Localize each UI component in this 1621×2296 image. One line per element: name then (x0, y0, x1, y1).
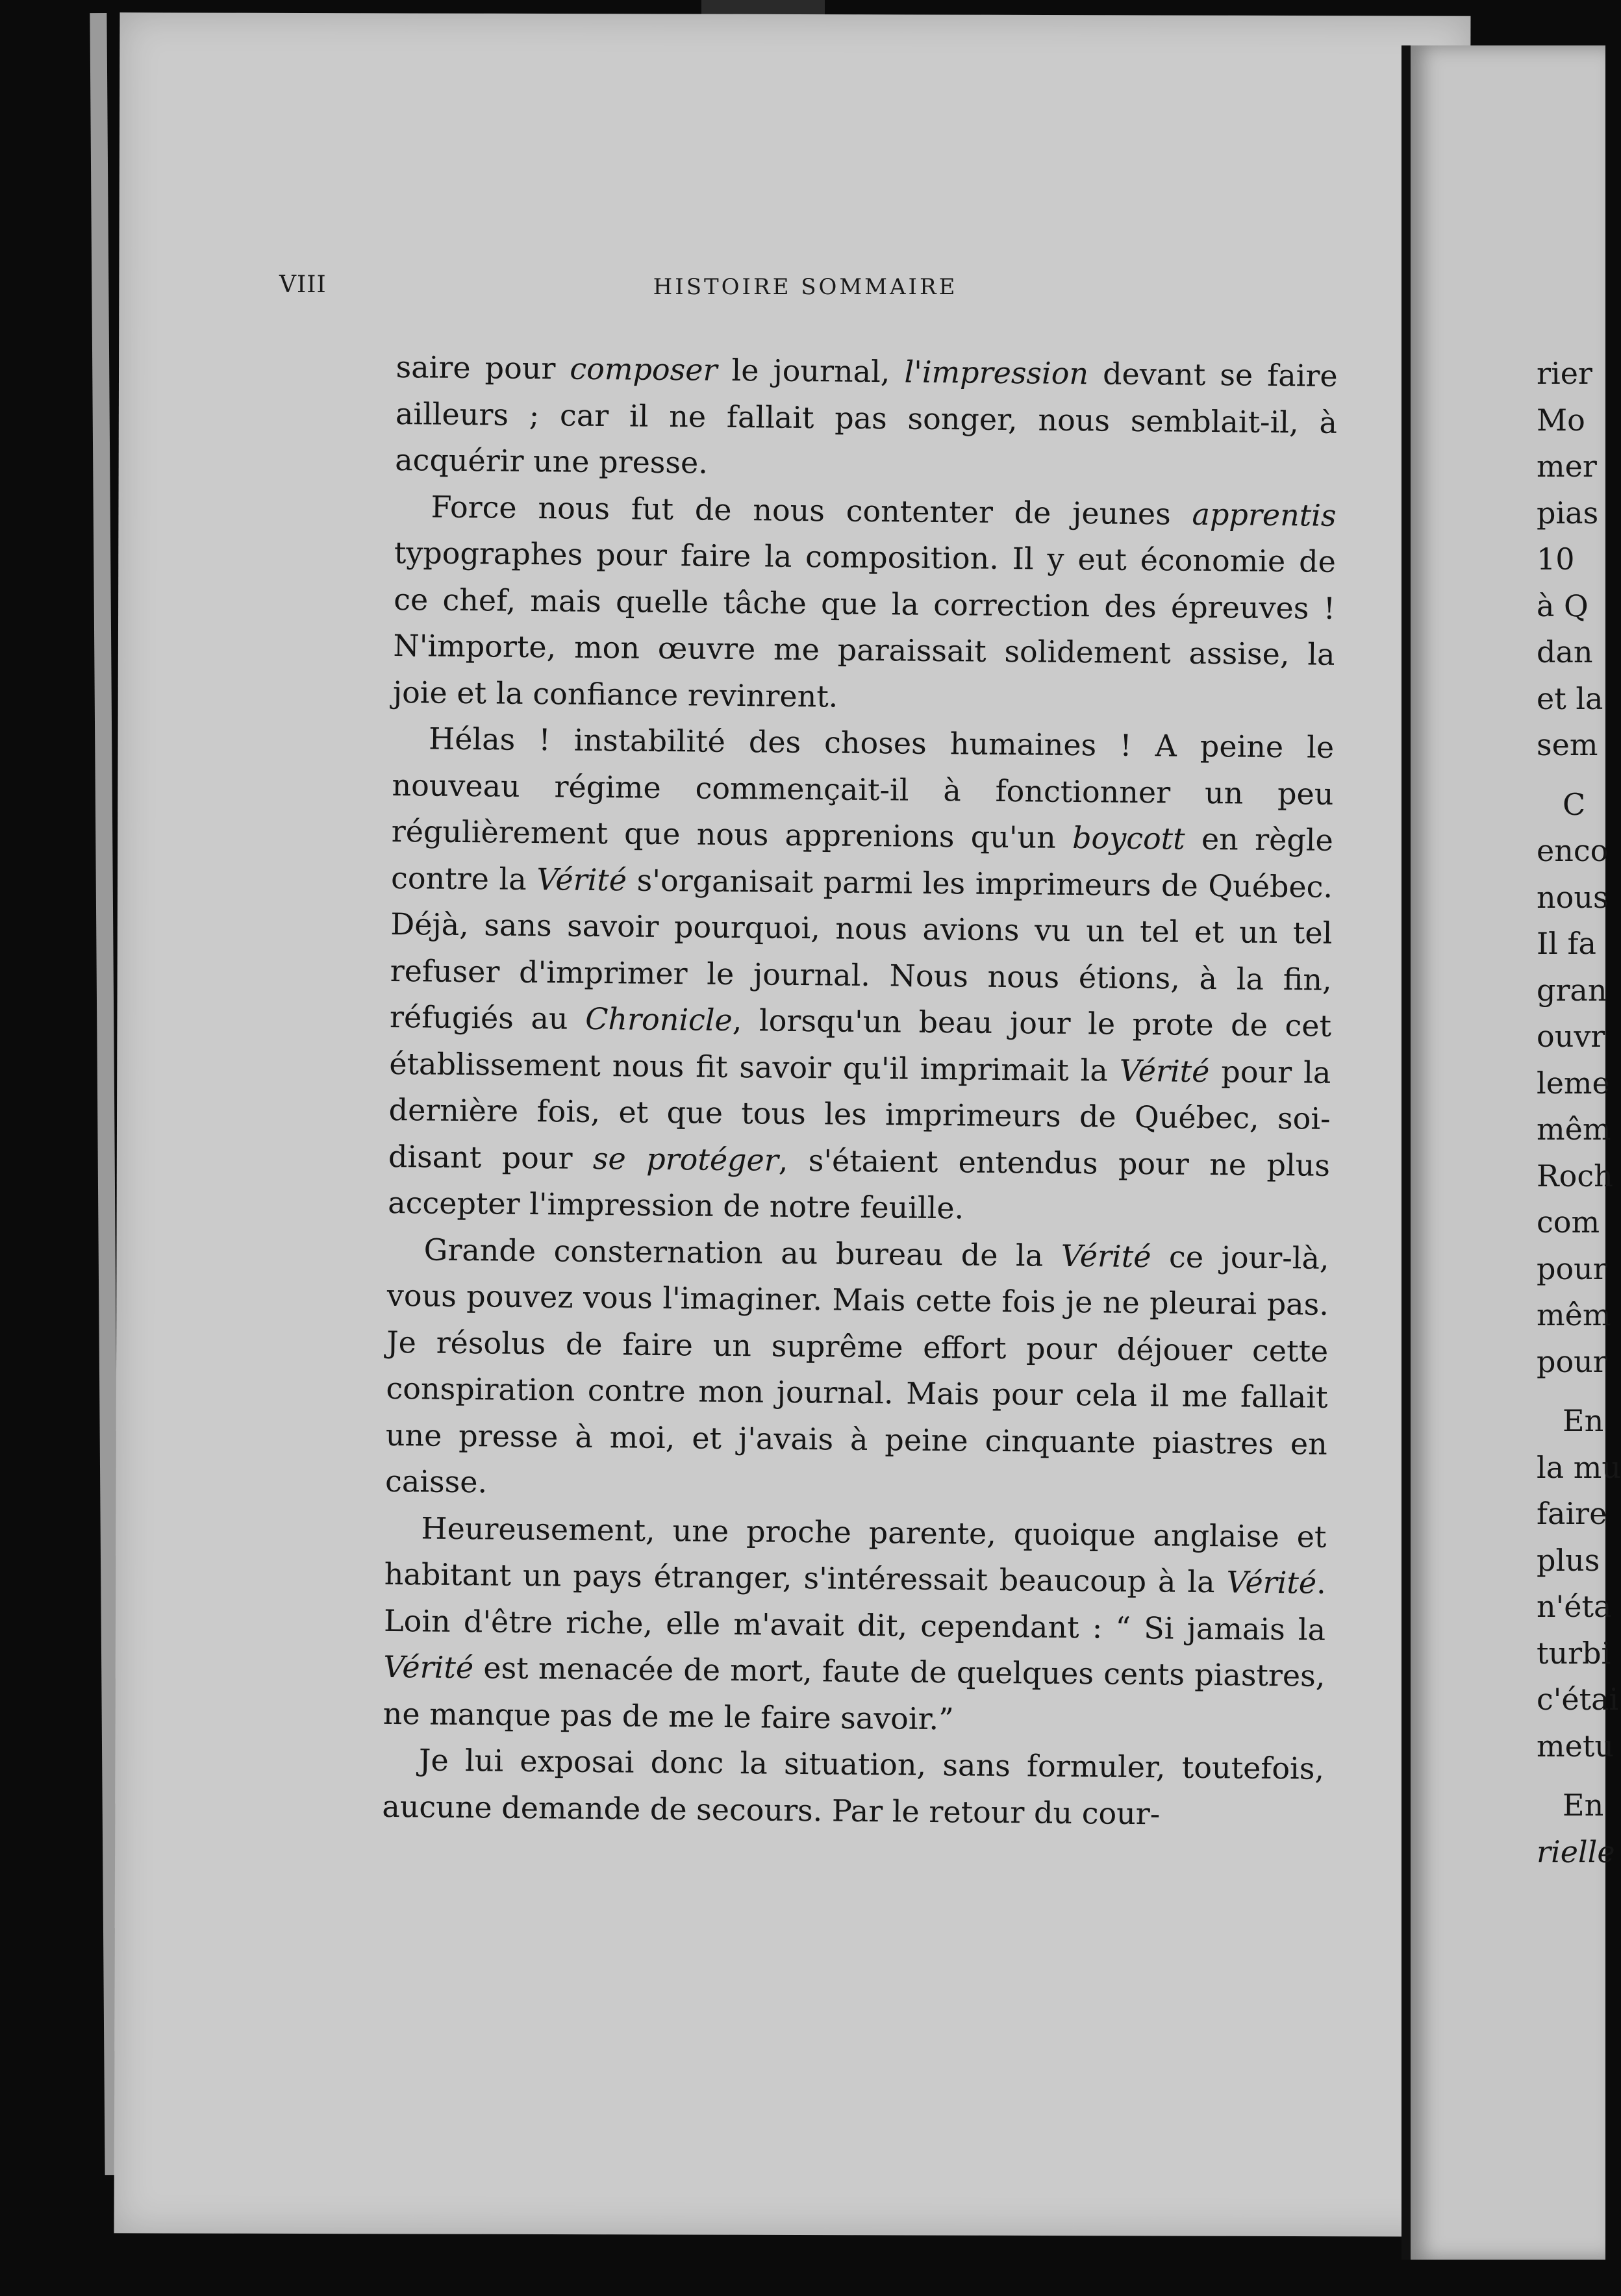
fragment-line: rielle (1537, 1834, 1615, 1869)
fragment-line: metu (1537, 1728, 1614, 1764)
fragment-line: 10 (1537, 542, 1575, 577)
text-run: Grande consternation au bureau de la (423, 1231, 1062, 1273)
page-header (279, 271, 1331, 310)
fragment-line: mêm (1537, 1297, 1611, 1332)
fragment-line: faire (1537, 1496, 1607, 1531)
fragment-line: mêm (1537, 1112, 1611, 1147)
text-run: typographes pour faire la composition. Il y eut économie de ce chef, mais quelle tâche que la correction des épreuves ! N'importe, mon œuvre me paraissait solidement assise, la joie et la confiance revinrent. (392, 534, 1337, 714)
fragment-line: com (1537, 1204, 1600, 1240)
right-page-text-fragments (1537, 351, 1621, 1875)
fragment-line: En (1563, 1403, 1604, 1438)
fragment-line: turbi (1537, 1635, 1611, 1671)
italic-text: Vérité (536, 861, 627, 897)
fragment-line: leme (1537, 1065, 1610, 1101)
fragment-line: pour (1537, 1343, 1607, 1379)
fragment-line: Roch (1537, 1158, 1613, 1193)
fragment-line: sem (1537, 727, 1598, 762)
paragraph (385, 1226, 1329, 1514)
fragment-line: pour (1537, 1251, 1607, 1286)
text-run: en règle contre la (390, 821, 1333, 897)
fragment-line: En (1563, 1788, 1604, 1823)
italic-text: l'impression (904, 354, 1089, 392)
fragment-line: ouvr (1537, 1019, 1605, 1054)
italic-text: Vérité (1226, 1564, 1317, 1601)
text-run: , s'étaient entendus pour ne plus accepter l'impression de notre feuille. (388, 1142, 1331, 1226)
fragment-line: c'étai (1537, 1682, 1619, 1717)
text-run: . Loin d'être riche, elle m'avait dit, cependant : “ Si jamais la (383, 1565, 1327, 1647)
fragment-line: Mo (1537, 402, 1585, 438)
text-run: le journal, (717, 352, 905, 390)
fragment-line: C (1563, 786, 1586, 822)
text-run: Heureusement, une proche parente, quoique anglaise et habitant un pays étranger, s'intéressait beaucoup à la (384, 1510, 1327, 1600)
italic-text: Vérité (1119, 1053, 1210, 1089)
fragment-line: enco (1537, 833, 1609, 868)
text-run: Force nous fut de nous contenter de jeunes (431, 489, 1192, 532)
fragment-line: n'éta (1537, 1589, 1612, 1624)
text-run: saire pour (396, 349, 570, 386)
text-run: , lorsqu'un beau jour le prote de cet établissement nous fit savoir qu'il imprimait la (389, 1003, 1332, 1088)
italic-text: boycott (1072, 820, 1185, 856)
paragraph-gap (1537, 769, 1602, 782)
fragment-line: à Q (1537, 588, 1589, 623)
italic-text: Vérité (1061, 1238, 1151, 1274)
fragment-line: gran (1537, 972, 1607, 1008)
fragment-line: pias (1537, 495, 1599, 530)
paragraph-gap (1537, 1769, 1602, 1782)
fragment-line: rier (1537, 356, 1592, 391)
paragraph (382, 1737, 1324, 1839)
text-run: Hélas ! instabilité des choses humaines ! A peine le nouveau régime commençait-il à fonctionner un peu régulièrement que nous apprenions qu'un (391, 721, 1335, 856)
italic-text: se protéger (592, 1140, 779, 1178)
text-run: ce jour-là, vous pouvez vous l'imaginer. Mais cette fois je ne pleurai pas. Je résolus de faire un suprême effort pour déjouer cette conspiration contre mon journal. Mais pour cela il me fallait une presse à moi, et j'avais à peine cinquante piastres en caisse. (384, 1238, 1329, 1500)
page-number: VIII (279, 271, 327, 298)
italic-text: composer (570, 351, 718, 388)
text-run: devant se faire ailleurs ; car il ne fallait pas songer, nous semblait-il, à acquérir une presse. (395, 356, 1338, 480)
paragraph (393, 483, 1337, 724)
main-text (382, 344, 1338, 1839)
text-run: s'organisait parmi les imprimeurs de Québec. Déjà, sans savoir pourquoi, nous avions vu un tel et un tel refuser d'imprimer le journal. Nous nous étions, à la fin, réfugiés au (389, 862, 1333, 1036)
fragment-line: la mu (1537, 1449, 1621, 1485)
fragment-line: mer (1537, 449, 1597, 484)
paragraph-gap (1537, 1385, 1602, 1398)
italic-text: Chronicle (584, 1001, 733, 1038)
text-run: Je lui exposai donc la situation, sans formuler, toutefois, aucune demande de secours. Par le retour du cour- (382, 1742, 1325, 1831)
fragment-line: nous (1537, 879, 1609, 915)
paragraph (388, 716, 1334, 1235)
fragment-line: et la (1537, 680, 1603, 716)
running-title: HISTOIRE SOMMAIRE (653, 274, 958, 300)
text-run: pour la dernière fois, et que tous les imprimeurs de Québec, soi-disant pour (388, 1053, 1331, 1176)
fragment-line: plus (1537, 1542, 1600, 1578)
paragraph (395, 344, 1338, 492)
paragraph (383, 1504, 1326, 1745)
italic-text: Vérité (383, 1649, 474, 1686)
fragment-line: Il fa (1537, 926, 1596, 961)
text-run: est menacée de mort, faute de quelques cents piastres, ne manque pas de me le faire savoir.” (383, 1650, 1326, 1736)
fragment-line: dan (1537, 634, 1593, 669)
italic-text: apprentis (1192, 496, 1337, 533)
